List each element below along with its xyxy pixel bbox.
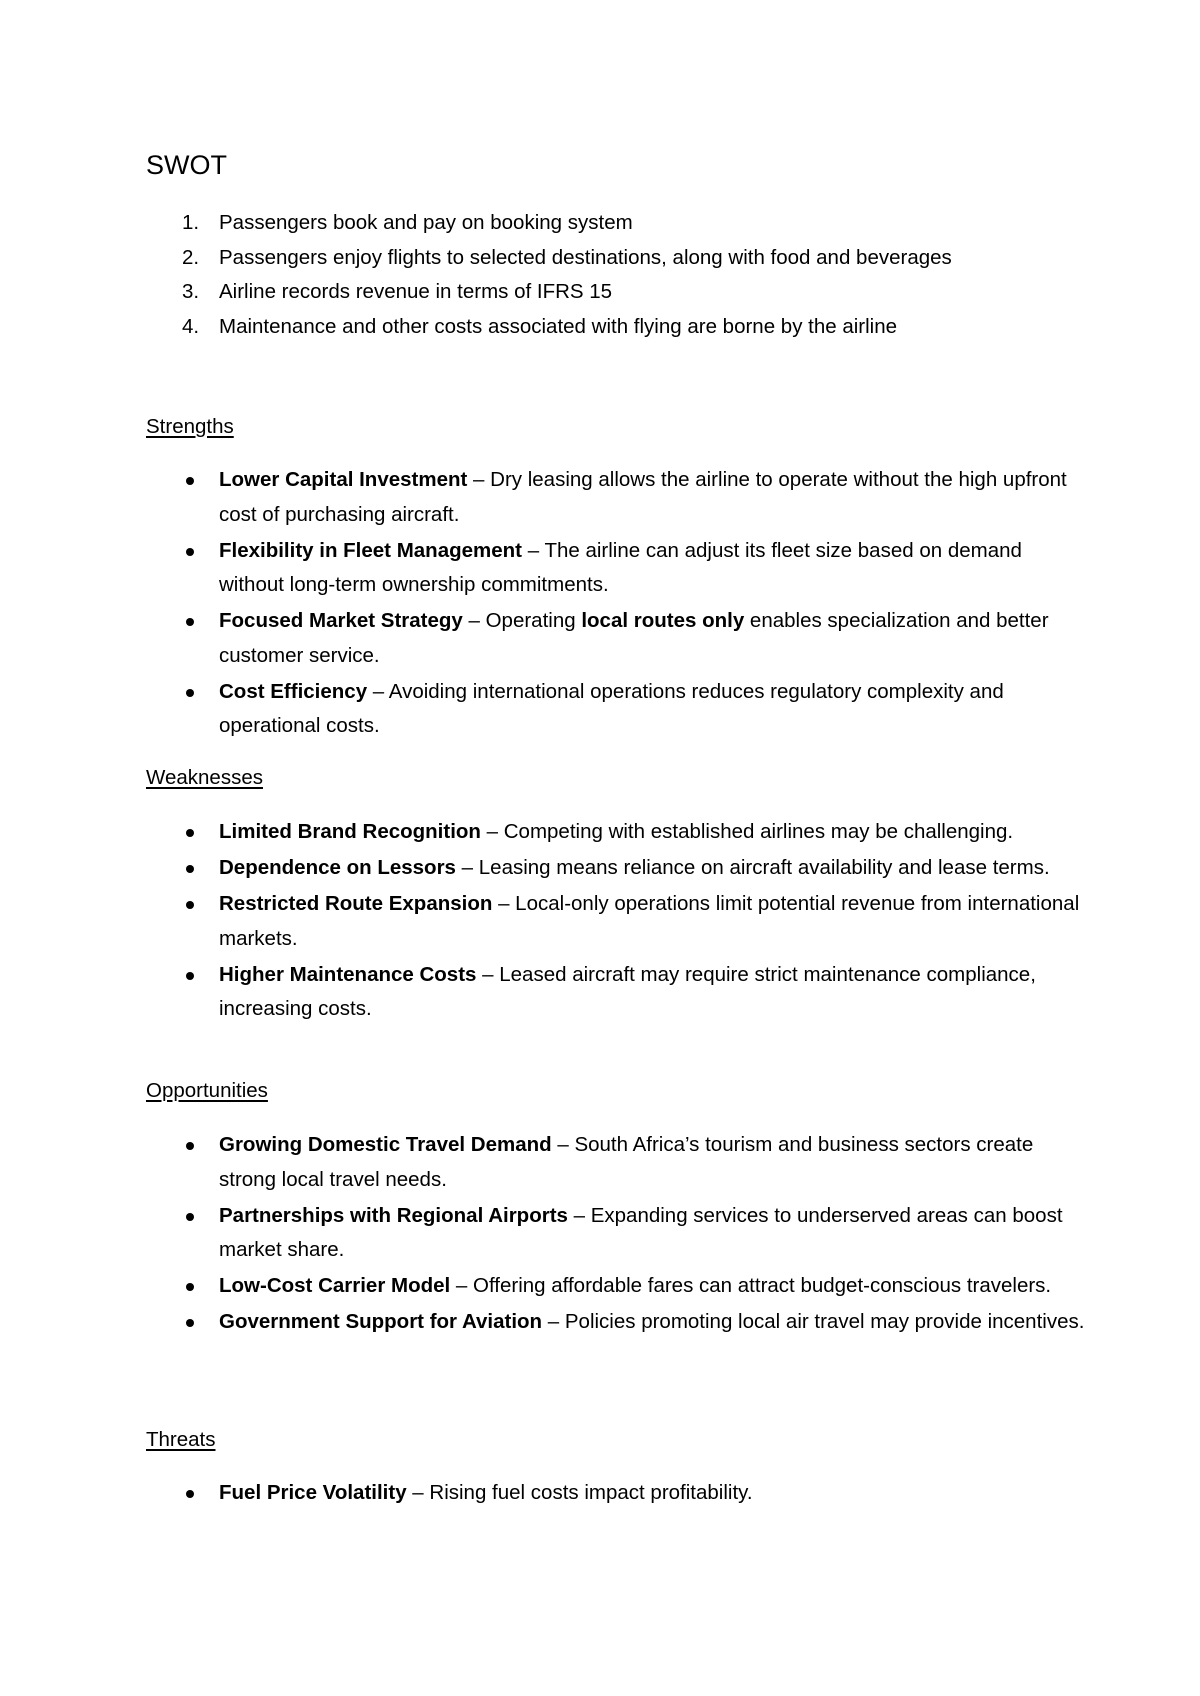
- bullet-icon: [186, 1142, 194, 1150]
- item-description: – South Africa’s tourism and business sectors create strong local travel needs.: [219, 1133, 1034, 1191]
- item-term: Limited Brand Recognition: [219, 820, 481, 843]
- bullet-icon: [186, 548, 194, 556]
- list-item: [146, 275, 1106, 310]
- weaknesses-list: [146, 815, 1086, 1028]
- threats-list: [146, 1476, 1086, 1512]
- step-number: 1.: [182, 211, 200, 234]
- item-description: – Operating: [462, 609, 582, 632]
- list-item: [146, 604, 1086, 673]
- bullet-icon: [186, 477, 194, 485]
- item-term: Fuel Price Volatility: [219, 1481, 407, 1504]
- list-item: [146, 675, 1086, 744]
- document-title: SWOT: [146, 150, 227, 180]
- list-item: [146, 534, 1086, 603]
- threats-heading: Threats: [146, 1428, 216, 1451]
- list-item: [146, 241, 1106, 276]
- item-term: Flexibility in Fleet Management: [219, 538, 523, 562]
- item-term: Low-Cost Carrier Model: [219, 1274, 451, 1297]
- bullet-icon: [186, 618, 194, 626]
- item-term: Higher Maintenance Costs: [219, 962, 477, 986]
- item-term: Dependence on Lessors: [219, 856, 456, 879]
- item-emphasis: local routes only: [581, 609, 745, 632]
- bullet-icon: [186, 1319, 194, 1327]
- bullet-icon: [186, 865, 194, 873]
- item-description-continued: enables specialization and better customer service.: [219, 609, 1049, 667]
- bullet-icon: [186, 972, 194, 980]
- item-description: – Rising fuel costs impact profitability.: [406, 1481, 753, 1504]
- item-term: Cost Efficiency: [219, 679, 368, 703]
- item-term: Growing Domestic Travel Demand: [219, 1133, 552, 1156]
- step-text: Passengers enjoy flights to selected destinations, along with food and beverages: [219, 245, 952, 269]
- opportunities-list: [146, 1128, 1086, 1341]
- list-item: [146, 463, 1086, 532]
- item-description: – Competing with established airlines may be challenging.: [480, 820, 1014, 843]
- item-description: – Leased aircraft may require strict maintenance compliance, increasing costs.: [219, 962, 1036, 1020]
- list-item: [146, 310, 1106, 345]
- item-term: Lower Capital Investment: [219, 468, 468, 491]
- list-item: [146, 1305, 1086, 1340]
- step-text: Airline records revenue in terms of IFRS 15: [219, 280, 613, 303]
- list-item: [146, 1269, 1086, 1304]
- opportunities-heading: Opportunities: [146, 1079, 268, 1102]
- item-description: – Leasing means reliance on aircraft availability and lease terms.: [455, 856, 1050, 879]
- step-number: 4.: [182, 314, 200, 338]
- item-description: – Local-only operations limit potential revenue from international markets.: [219, 892, 1080, 950]
- item-term: Government Support for Aviation: [219, 1310, 543, 1333]
- item-description: – Avoiding international operations reduces regulatory complexity and operational costs.: [219, 679, 1004, 737]
- bullet-icon: [186, 1213, 194, 1221]
- list-item: [146, 958, 1086, 1027]
- list-item: [146, 887, 1086, 956]
- item-description: – Dry leasing allows the airline to operate without the high upfront cost of purchasing aircraft.: [219, 468, 1067, 526]
- step-number: 3.: [182, 280, 200, 303]
- bullet-icon: [186, 689, 194, 697]
- item-description: – Policies promoting local air travel may provide incentives.: [542, 1310, 1085, 1333]
- strengths-heading: Strengths: [146, 415, 234, 438]
- step-text: Maintenance and other costs associated with flying are borne by the airline: [219, 314, 898, 338]
- list-item: [146, 851, 1086, 886]
- process-steps-list: [146, 206, 1106, 344]
- item-term: Focused Market Strategy: [219, 609, 463, 632]
- list-item: [146, 815, 1086, 850]
- list-item: [146, 1199, 1086, 1268]
- item-description: – Expanding services to underserved areas can boost market share.: [219, 1203, 1063, 1261]
- bullet-icon: [186, 1490, 194, 1498]
- bullet-icon: [186, 901, 194, 909]
- item-description: – Offering affordable fares can attract budget-conscious travelers.: [450, 1274, 1052, 1297]
- item-term: Restricted Route Expansion: [219, 892, 493, 915]
- list-item: [146, 206, 1106, 241]
- list-item: [146, 1476, 1086, 1511]
- step-text: Passengers book and pay on booking system: [219, 211, 633, 234]
- step-number: 2.: [182, 245, 200, 269]
- bullet-icon: [186, 1283, 194, 1291]
- bullet-icon: [186, 829, 194, 837]
- item-description: – The airline can adjust its fleet size based on demand without long-term ownership commitments.: [219, 538, 1022, 596]
- item-term: Partnerships with Regional Airports: [219, 1203, 568, 1227]
- strengths-list: [146, 463, 1086, 745]
- weaknesses-heading: Weaknesses: [146, 766, 263, 789]
- list-item: [146, 1128, 1086, 1197]
